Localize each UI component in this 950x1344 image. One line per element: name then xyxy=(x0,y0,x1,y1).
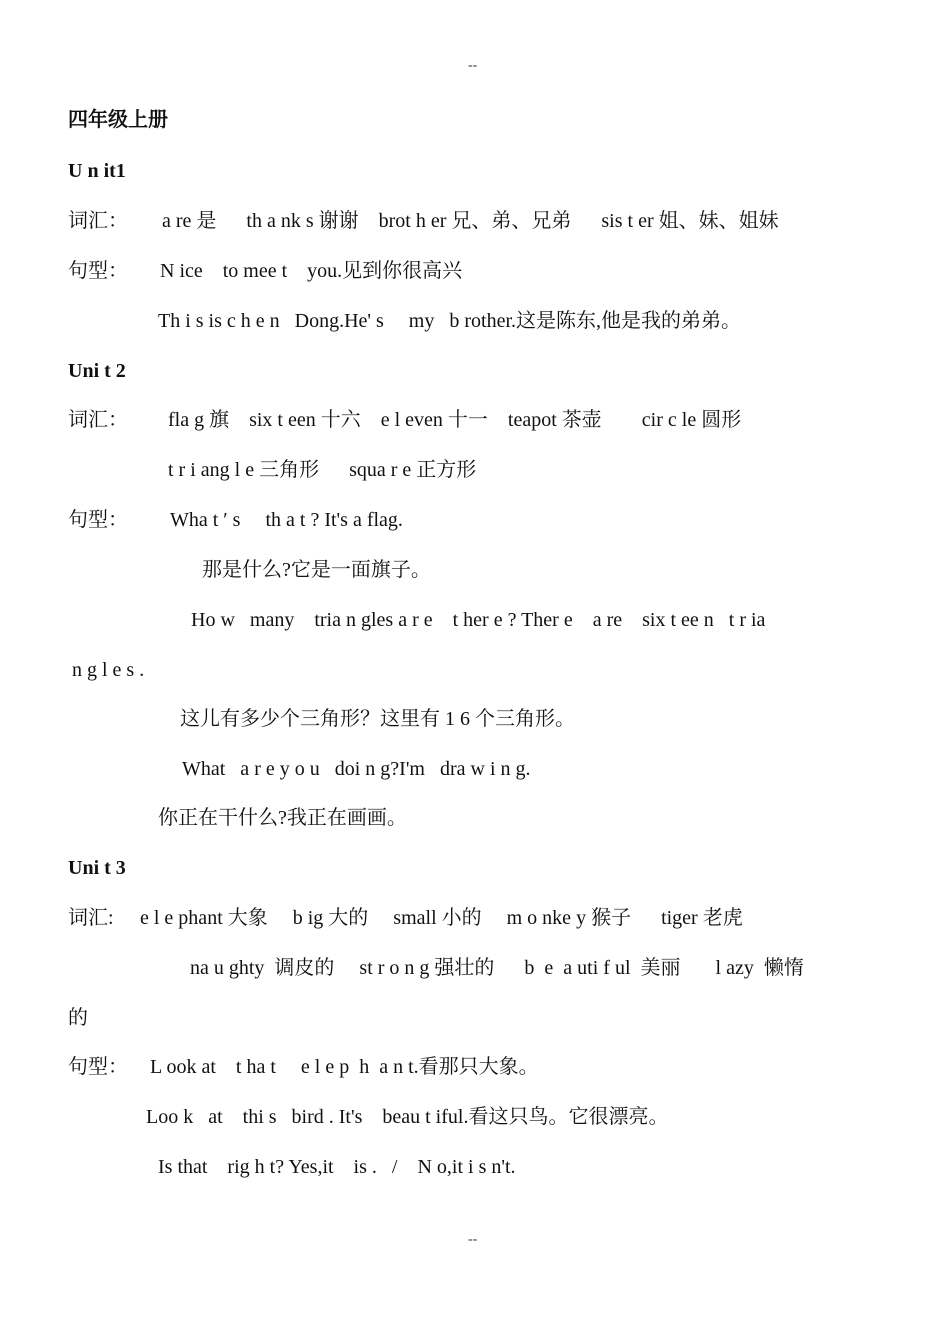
unit2-pattern-1-cn: 那是什么?它是一面旗子。 xyxy=(202,559,431,581)
unit1-heading: U n it1 xyxy=(68,160,126,182)
unit2-pattern-1: Wha t ′ s th a t ? It's a flag. xyxy=(170,509,403,531)
unit3-vocab-label: 词汇: xyxy=(68,907,114,929)
unit3-vocab-2: na u ghty 调皮的 st r o n g 强壮的 b e a uti f ul 美丽 l azy 懒惰 xyxy=(190,957,804,979)
unit3-vocab-2-cont: 的 xyxy=(68,1007,88,1029)
unit2-vocab-2: t r i ang l e 三角形 squa r e 正方形 xyxy=(168,459,477,481)
header-mark: -- xyxy=(468,58,478,73)
page-title: 四年级上册 xyxy=(68,109,168,131)
unit3-heading: Uni t 3 xyxy=(68,857,126,879)
unit2-vocab-label: 词汇： xyxy=(68,409,128,431)
unit3-pattern-1: L ook at t ha t e l e p h a n t.看那只大象。 xyxy=(150,1056,539,1078)
unit2-vocab-1: fla g 旗 six t een 十六 e l even 十一 teapot 茶壶 cir c le 圆形 xyxy=(168,409,742,431)
unit1-pattern-label: 句型： xyxy=(68,260,128,282)
unit2-pattern-2-cn: 这儿有多少个三角形？这里有 1 6 个三角形。 xyxy=(180,708,575,730)
unit2-pattern-2b: n g l e s . xyxy=(72,659,145,681)
unit2-pattern-label: 句型： xyxy=(68,509,128,531)
unit2-pattern-3: What a r e y o u doi n g?I'm dra w i n g. xyxy=(182,758,531,780)
unit1-vocab-label: 词汇： xyxy=(68,210,128,232)
unit1-pattern-1: N ice to mee t you.见到你很高兴 xyxy=(160,260,463,282)
unit3-pattern-2: Loo k at thi s bird . It's beau t iful.看这只鸟。它很漂亮。 xyxy=(146,1106,669,1128)
unit3-pattern-label: 句型： xyxy=(68,1056,128,1078)
unit2-pattern-2a: Ho w many tria n gles a r e t her e ? Ther e a re six t ee n t r ia xyxy=(191,609,766,631)
unit1-pattern-2: Th i s is c h e n Dong.He' s my b rother.这是陈东,他是我的弟弟。 xyxy=(158,310,742,332)
unit1-vocab: a re 是 th a nk s 谢谢 brot h er 兄、弟、兄弟 sis t er 姐、妹、姐妹 xyxy=(162,210,779,232)
unit2-heading: Uni t 2 xyxy=(68,360,126,382)
unit2-pattern-3-cn: 你正在干什么?我正在画画。 xyxy=(158,807,407,829)
unit3-pattern-3: Is that rig h t? Yes,it is . / N o,it i s n't. xyxy=(158,1156,516,1178)
footer-mark: -- xyxy=(468,1232,478,1247)
unit3-vocab-1: e l e phant 大象 b ig 大的 small 小的 m o nke y 猴子 tiger 老虎 xyxy=(140,907,743,929)
